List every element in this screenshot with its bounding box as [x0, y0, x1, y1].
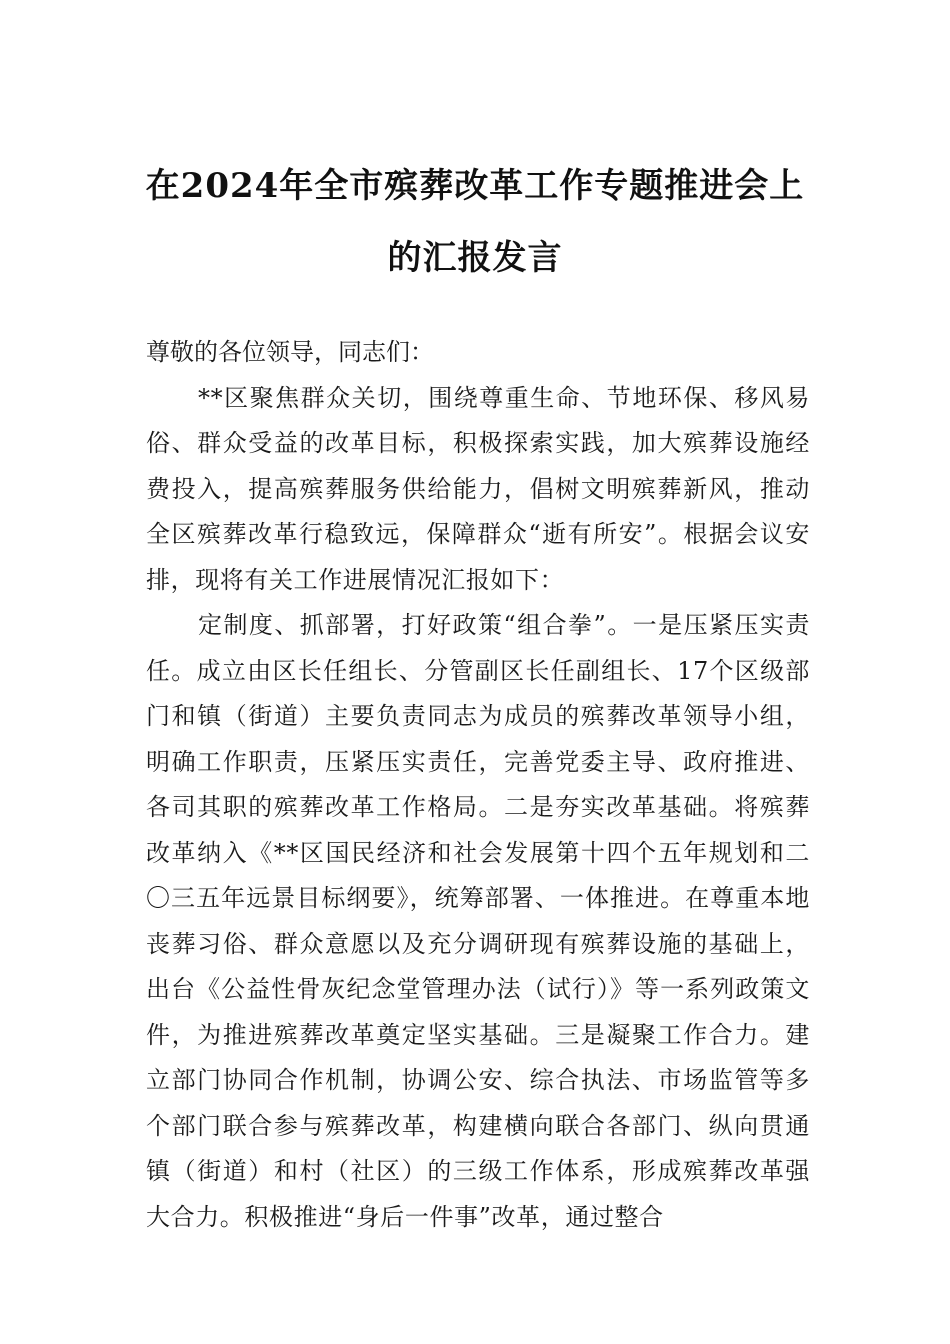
- salutation: 尊敬的各位领导，同志们：: [146, 338, 434, 366]
- document-body: [146, 330, 810, 1240]
- document-title: [120, 150, 830, 294]
- title-line-2: 的汇报发言: [387, 238, 563, 278]
- paragraph-intro: **区聚焦群众关切，围绕尊重生命、节地环保、移风易俗、群众受益的改革目标，积极探索实践，加大殡葬设施经费投入，提高殡葬服务供给能力，倡树文明殡葬新风，推动全区殡葬改革行稳致远，保障群众“逝有所安”。根据会议安排，现将有关工作进展情况汇报如下：: [146, 383, 810, 594]
- paragraph-policy: 定制度、抓部署，打好政策“组合拳”。一是压紧压实责任。成立由区长任组长、分管副区长任副组长、17个区级部门和镇（街道）主要负责同志为成员的殡葬改革领导小组，明确工作职责，压紧压实责任，完善党委主导、政府推进、各司其职的殡葬改革工作格局。二是夯实改革基础。将殡葬改革纳入《**区国民经济和社会发展第十四个五年规划和二〇三五年远景目标纲要》，统筹部署、一体推进。在尊重本地丧葬习俗、群众意愿以及充分调研现有殡葬设施的基础上，出台《公益性骨灰纪念堂管理办法（试行）》等一系列政策文件，为推进殡葬改革奠定坚实基础。三是凝聚工作合力。建立部门协同合作机制，协调公安、综合执法、市场监管等多个部门联合参与殡葬改革，构建横向联合各部门、纵向贯通镇（街道）和村（社区）的三级工作体系，形成殡葬改革强大合力。积极推进“身后一件事”改革，通过整合: [146, 611, 810, 1231]
- title-line-1: 在2024年全市殡葬改革工作专题推进会上: [145, 166, 805, 206]
